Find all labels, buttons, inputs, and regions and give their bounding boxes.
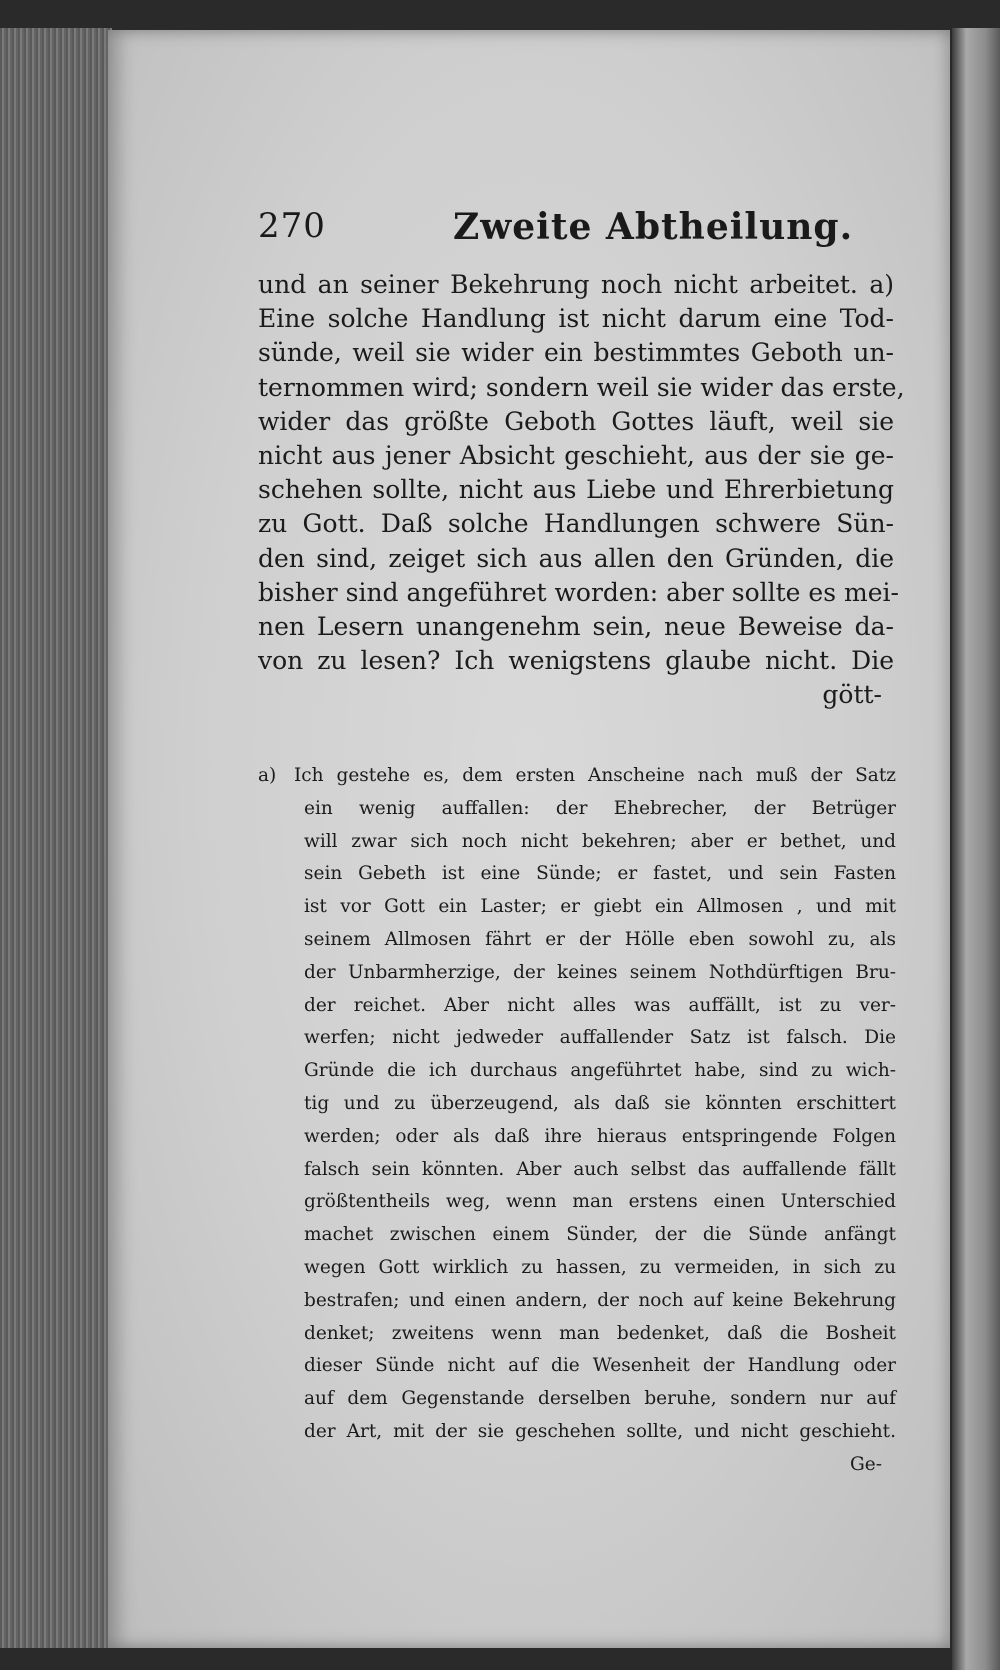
text-line: bisher sind angeführet worden: aber sollte es mei-: [258, 577, 899, 607]
footnote-line: der Unbarmherzige, der keines seinem Nothdürftigen Bru-: [304, 961, 896, 983]
footnote-line: tig und zu überzeugend, als daß sie könnten erschittert: [304, 1092, 896, 1114]
catchword: gött-: [822, 680, 882, 710]
footnote-line: Gründe die ich durchaus angeführtet habe, sind zu wich-: [304, 1060, 896, 1082]
footnote-line: wegen Gott wirklich zu hassen, zu vermeiden, in sich zu: [304, 1256, 896, 1278]
footnote-line: der reichet. Aber nicht alles was auffällt, ist zu ver-: [304, 994, 896, 1016]
footnote-line: bestrafen; und einen andern, der noch auf keine Bekehrung: [304, 1289, 896, 1311]
footnote-line: sein Gebeth ist eine Sünde; er fastet, und sein Fasten: [304, 863, 896, 885]
book-page-edges: [0, 28, 112, 1648]
text-line: den sind, zeiget sich aus allen den Gründen, die: [258, 543, 894, 573]
text-line: wider das größte Geboth Gottes läuft, weil sie: [258, 406, 894, 436]
text-line: zu Gott. Daß solche Handlungen schwere Sün-: [258, 509, 894, 539]
footnote-catchword: Ge-: [850, 1453, 882, 1475]
footnote-line: größtentheils weg, wenn man erstens einen Unterschied: [304, 1191, 896, 1213]
footnote-line: der Art, mit der sie geschehen sollte, und nicht geschieht.: [304, 1420, 896, 1442]
footnote-line: ist vor Gott ein Laster; er giebt ein Allmosen , und mit: [304, 896, 896, 918]
footnote-marker: a): [258, 765, 277, 786]
main-text: [258, 268, 905, 712]
footnote-line: ein wenig auffallen: der Ehebrecher, der Betrüger: [304, 797, 896, 819]
footnote-line: Ich gestehe es, dem ersten Anscheine nach muß der Satz: [294, 765, 896, 786]
footnote-line: auf dem Gegenstande derselben beruhe, sondern nur auf: [304, 1388, 896, 1410]
text-line: sünde, weil sie wider ein bestimmtes Geboth un-: [258, 338, 894, 368]
footnote-line: seinem Allmosen fährt er der Hölle eben sowohl zu, als: [304, 928, 896, 950]
footnote-line: werfen; nicht jedweder auffallender Satz ist falsch. Die: [304, 1027, 896, 1049]
text-line: nen Lesern unangenehm sein, neue Beweise da-: [258, 611, 894, 641]
footnote-line: werden; oder als daß ihre hieraus entspringende Folgen: [304, 1125, 896, 1147]
running-head: Zweite Abtheilung.: [453, 206, 854, 248]
footnote-line: falsch sein könnten. Aber auch selbst das auffallende fällt: [304, 1158, 896, 1180]
footnote-line: machet zwischen einem Sünder, der die Sünde anfängt: [304, 1224, 896, 1246]
facing-page-edge: [952, 28, 1000, 1670]
text-line: nicht aus jener Absicht geschieht, aus der sie ge-: [258, 440, 894, 470]
footnote-line: denket; zweitens wenn man bedenket, daß die Bosheit: [304, 1322, 896, 1344]
text-line: Eine solche Handlung ist nicht darum eine Tod-: [258, 304, 894, 334]
text-line: von zu lesen? Ich wenigstens glaube nicht. Die: [258, 646, 894, 676]
footnote-line: dieser Sünde nicht auf die Wesenheit der Handlung oder: [304, 1355, 896, 1377]
text-line: ternommen wird; sondern weil sie wider das erste,: [258, 372, 905, 402]
page-number: 270: [258, 206, 326, 246]
text-line: und an seiner Bekehrung noch nicht arbeitet. a): [258, 270, 894, 299]
footnote-first-line: [258, 760, 896, 793]
text-line: schehen sollte, nicht aus Liebe und Ehrerbietung: [258, 475, 894, 505]
footnote-line: will zwar sich noch nicht bekehren; aber er bethet, und: [304, 830, 896, 852]
footnote: [258, 760, 896, 1482]
page-header: [258, 206, 898, 256]
